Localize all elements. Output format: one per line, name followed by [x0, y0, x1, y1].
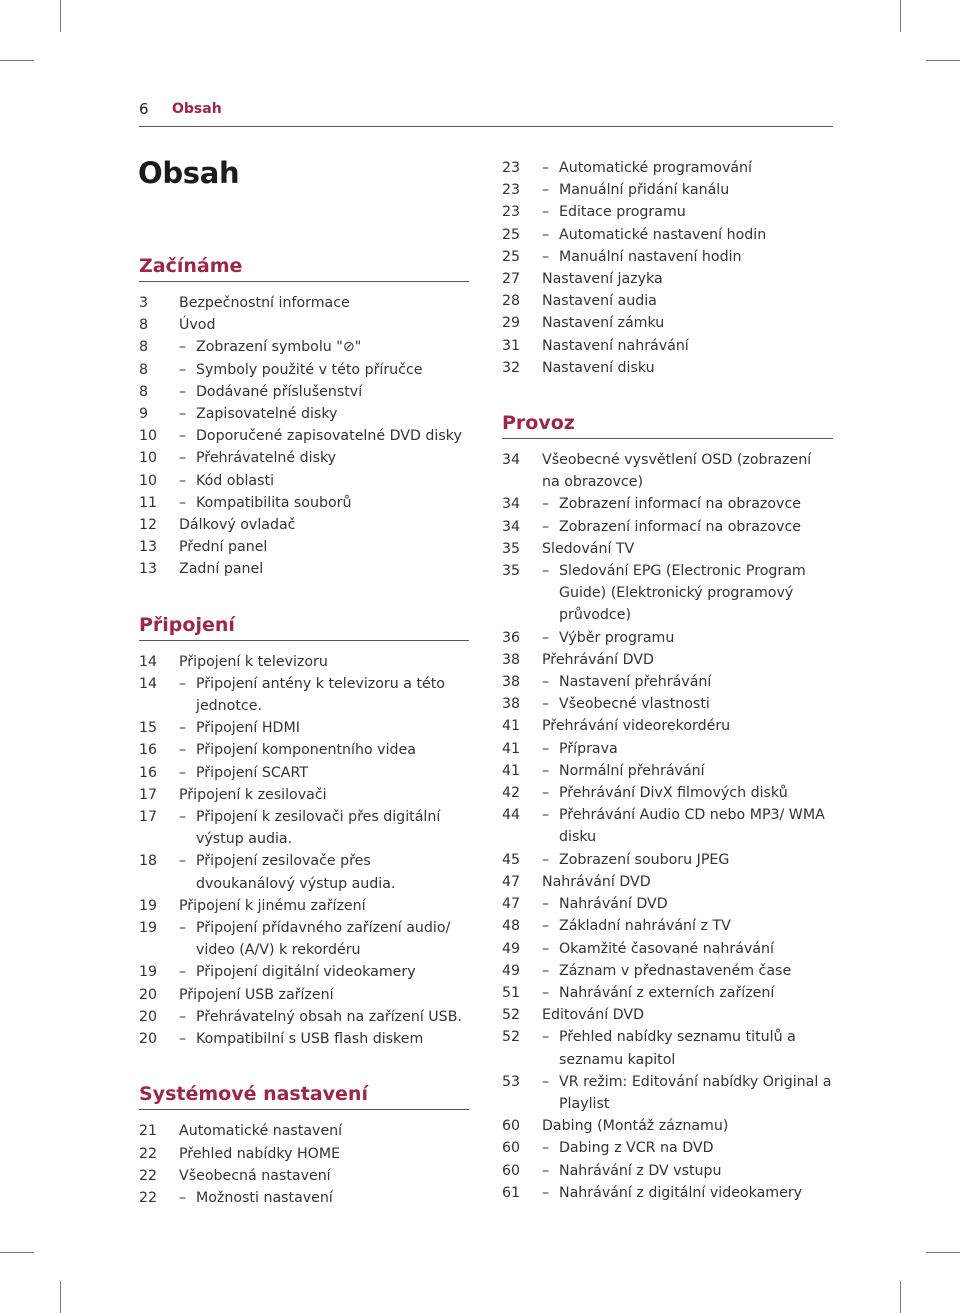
page-header: [139, 100, 833, 127]
toc-entry-title: Všeobecná nastavení: [179, 1167, 331, 1184]
toc-entry-title: – Příprava: [542, 738, 832, 760]
toc-list: [502, 449, 832, 1204]
toc-page-number: 16: [139, 742, 158, 759]
toc-entry-title: – Kompatibilita souborů: [179, 492, 469, 514]
toc-subentry[interactable]: [502, 201, 832, 223]
toc-subentry[interactable]: [139, 1006, 469, 1028]
toc-page-number: 35: [502, 540, 521, 557]
section-heading-systemove-nastaveni: Systémové nastavení: [139, 1082, 469, 1110]
toc-page-number: 14: [139, 675, 158, 692]
toc-page-number: 61: [502, 1184, 521, 1201]
toc-list: [139, 1120, 469, 1209]
toc-subentry[interactable]: [502, 157, 832, 179]
toc-page-number: 38: [502, 696, 521, 713]
toc-page-number: 42: [502, 785, 521, 802]
toc-entry-title: Připojení k jinému zařízení: [179, 897, 366, 914]
toc-subentry[interactable]: [139, 403, 469, 425]
toc-page-number: 45: [502, 851, 521, 868]
toc-entry-title: – VR režim: Editování nabídky Original a Playlist: [542, 1071, 832, 1115]
section-heading-provoz: Provoz: [502, 411, 833, 439]
toc-subentry[interactable]: [139, 470, 469, 492]
toc-page-number: 25: [502, 226, 521, 243]
toc-subentry[interactable]: [502, 1026, 832, 1070]
toc-page-number: 21: [139, 1123, 158, 1140]
toc-page-number: 8: [139, 339, 149, 356]
toc-list: [139, 651, 469, 1051]
toc-page-number: 34: [502, 496, 521, 513]
toc-page-number: 38: [502, 674, 521, 691]
toc-subentry[interactable]: [139, 739, 469, 761]
toc-entry-title: – Manuální nastavení hodin: [542, 246, 832, 268]
toc-page-number: 9: [139, 406, 149, 423]
toc-page-number: 41: [502, 718, 521, 735]
toc-entry-title: – Nastavení přehrávání: [542, 671, 832, 693]
toc-page-number: 13: [139, 539, 158, 556]
toc-entry-title: Automatické nastavení: [179, 1123, 343, 1140]
toc-entry[interactable]: [139, 1165, 469, 1187]
toc-page-number: 25: [502, 248, 521, 265]
toc-subentry[interactable]: [502, 760, 832, 782]
toc-entry-title: Přehrávání DVD: [542, 651, 654, 668]
toc-subentry[interactable]: [502, 693, 832, 715]
toc-entry[interactable]: [139, 292, 469, 314]
toc-entry-title: – Nahrávání z digitální videokamery: [542, 1182, 832, 1204]
toc-entry[interactable]: [502, 649, 832, 671]
toc-entry[interactable]: [502, 268, 832, 290]
toc-page-number: 36: [502, 629, 521, 646]
section-spacer: [502, 379, 832, 411]
toc-entry-title: – Přehrávání DivX filmových disků: [542, 782, 832, 804]
toc-entry-title: – Zobrazení souboru JPEG: [542, 849, 832, 871]
toc-entry-title: Nastavení zámku: [542, 315, 665, 332]
toc-subentry[interactable]: [502, 1137, 832, 1159]
toc-column-right: [502, 157, 832, 1204]
toc-entry[interactable]: [502, 312, 832, 334]
section-spacer: [139, 1050, 469, 1082]
section-heading-zaciname: Začínáme: [139, 254, 469, 282]
toc-subentry[interactable]: [502, 627, 832, 649]
toc-column-left: [139, 254, 469, 1209]
toc-entry[interactable]: [139, 314, 469, 336]
toc-subentry[interactable]: [502, 893, 832, 915]
toc-entry-title: – Nahrávání z externích zařízení: [542, 982, 832, 1004]
toc-subentry[interactable]: [502, 938, 832, 960]
toc-page-number: 47: [502, 896, 521, 913]
toc-subentry[interactable]: [502, 179, 832, 201]
toc-subentry[interactable]: [502, 246, 832, 268]
toc-entry[interactable]: [139, 1143, 469, 1165]
toc-entry-title: – Automatické programování: [542, 157, 832, 179]
toc-subentry[interactable]: [502, 1160, 832, 1182]
toc-subentry[interactable]: [502, 671, 832, 693]
toc-page-number: 22: [139, 1145, 158, 1162]
toc-subentry[interactable]: [502, 849, 832, 871]
toc-entry-title: Nastavení disku: [542, 359, 655, 376]
header-section-label: Obsah: [172, 101, 222, 117]
crop-mark-right-top: [926, 60, 960, 61]
toc-entry-title: – Připojení k zesilovači přes digitální výstup audia.: [179, 806, 469, 850]
toc-entry-title: – Okamžité časované nahrávání: [542, 938, 832, 960]
toc-entry-title: – Přehled nabídky seznamu titulů a seznamu kapitol: [542, 1026, 832, 1070]
toc-entry-title: – Zobrazení informací na obrazovce: [542, 493, 832, 515]
toc-subentry[interactable]: [502, 1071, 832, 1115]
toc-subentry[interactable]: [139, 425, 469, 447]
toc-page-number: 29: [502, 315, 521, 332]
toc-entry-title: – Nahrávání z DV vstupu: [542, 1160, 832, 1182]
toc-page-number: 10: [139, 428, 158, 445]
toc-subentry[interactable]: [502, 915, 832, 937]
toc-entry-title: – Připojení zesilovače přes dvoukanálový výstup audia.: [179, 850, 469, 894]
toc-entry-title: – Zobrazení informací na obrazovce: [542, 516, 832, 538]
toc-entry-title: – Symboly použité v této příručce: [179, 359, 469, 381]
toc-entry-title: – Připojení antény k televizoru a této jednotce.: [179, 673, 469, 717]
toc-page-number: 32: [502, 359, 521, 376]
toc-page-number: 41: [502, 762, 521, 779]
toc-subentry[interactable]: [139, 492, 469, 514]
toc-entry-title: – Možnosti nastavení: [179, 1187, 469, 1209]
toc-page-number: 3: [139, 295, 149, 311]
toc-subentry[interactable]: [139, 447, 469, 469]
toc-entry[interactable]: [502, 357, 832, 379]
toc-entry[interactable]: [502, 538, 832, 560]
toc-entry[interactable]: [502, 335, 832, 357]
toc-page-number: 28: [502, 293, 521, 310]
toc-page-number: 17: [139, 809, 158, 826]
toc-page-number: 14: [139, 653, 158, 670]
toc-entry[interactable]: [502, 871, 832, 893]
toc-page-number: 38: [502, 651, 521, 668]
toc-subentry[interactable]: [502, 516, 832, 538]
toc-list: [139, 292, 469, 581]
toc-entry-title: Zadní panel: [179, 561, 264, 578]
toc-entry-title: – Kompatibilní s USB flash diskem: [179, 1028, 469, 1050]
toc-entry-title: Editování DVD: [542, 1007, 644, 1024]
crop-mark-left-top: [0, 60, 34, 61]
toc-entry-title: Dálkový ovladač: [179, 517, 296, 534]
toc-page-number: 60: [502, 1162, 521, 1179]
toc-page-number: 17: [139, 786, 158, 803]
toc-page-number: 52: [502, 1029, 521, 1046]
toc-subentry[interactable]: [502, 224, 832, 246]
toc-page-number: 23: [502, 204, 521, 221]
toc-entry[interactable]: [502, 715, 832, 737]
toc-entry-title: – Manuální přidání kanálu: [542, 179, 832, 201]
toc-entry-title: – Normální přehrávání: [542, 760, 832, 782]
toc-entry-title: – Připojení komponentního videa: [179, 739, 469, 761]
toc-entry[interactable]: [139, 984, 469, 1006]
toc-subentry[interactable]: [139, 1028, 469, 1050]
toc-entry-title: Přední panel: [179, 539, 268, 556]
toc-entry[interactable]: [139, 895, 469, 917]
toc-entry-title: Všeobecné vysvětlení OSD (zobrazení na obrazovce): [542, 452, 812, 491]
toc-page-number: 34: [502, 518, 521, 535]
section-spacer: [139, 581, 469, 613]
toc-entry-title: Sledování TV: [542, 540, 635, 557]
toc-entry[interactable]: [139, 651, 469, 673]
toc-page-number: 31: [502, 337, 521, 354]
toc-page-number: 47: [502, 873, 521, 890]
toc-page-number: 60: [502, 1118, 521, 1135]
toc-subentry[interactable]: [139, 359, 469, 381]
toc-subentry[interactable]: [502, 804, 832, 848]
toc-page-number: 19: [139, 897, 158, 914]
toc-page-number: 13: [139, 561, 158, 578]
toc-subentry[interactable]: [502, 960, 832, 982]
toc-entry-title: – Všeobecné vlastnosti: [542, 693, 832, 715]
toc-page-number: 34: [502, 452, 521, 469]
toc-subentry[interactable]: [502, 560, 832, 627]
toc-subentry[interactable]: [139, 381, 469, 403]
toc-page-number: 27: [502, 271, 521, 288]
toc-page-number: 18: [139, 853, 158, 870]
toc-entry-title: – Záznam v přednastaveném čase: [542, 960, 832, 982]
toc-entry[interactable]: [502, 1004, 832, 1026]
toc-page-number: 49: [502, 940, 521, 957]
toc-subentry[interactable]: [139, 717, 469, 739]
toc-list: [502, 157, 832, 379]
crop-mark-bottom-left: [60, 1281, 61, 1313]
crop-mark-bottom-right: [900, 1281, 901, 1313]
toc-entry-title: Přehled nabídky HOME: [179, 1145, 341, 1162]
toc-page-number: 8: [139, 361, 149, 378]
toc-entry[interactable]: [139, 514, 469, 536]
crop-mark-right-bottom: [926, 1252, 960, 1253]
toc-entry-title: Připojení USB zařízení: [179, 986, 334, 1003]
toc-page-number: 15: [139, 720, 158, 737]
toc-page-number: 19: [139, 920, 158, 937]
toc-subentry[interactable]: [502, 982, 832, 1004]
toc-entry-title: Dabing (Montáž záznamu): [542, 1118, 729, 1135]
toc-page-number: 52: [502, 1007, 521, 1024]
toc-entry-title: – Připojení SCART: [179, 762, 469, 784]
toc-page-number: 10: [139, 472, 158, 489]
toc-entry-title: – Zapisovatelné disky: [179, 403, 469, 425]
toc-entry-title: – Přehrávatelné disky: [179, 447, 469, 469]
toc-entry[interactable]: [139, 558, 469, 580]
crop-mark-top-left: [60, 0, 61, 32]
toc-entry-title: – Zobrazení symbolu "⊘": [179, 336, 469, 358]
toc-entry[interactable]: [502, 1115, 832, 1137]
toc-entry[interactable]: [502, 449, 832, 493]
page-title: Obsah: [138, 156, 240, 190]
toc-entry-title: Přehrávání videorekordéru: [542, 718, 731, 735]
crop-mark-top-right: [900, 0, 901, 32]
toc-entry-title: – Základní nahrávání z TV: [542, 915, 832, 937]
section-heading-pripojeni: Připojení: [139, 613, 469, 641]
toc-page-number: 20: [139, 986, 158, 1003]
toc-entry-title: Nastavení nahrávání: [542, 337, 689, 354]
crop-mark-left-bottom: [0, 1252, 34, 1253]
toc-entry-title: – Připojení HDMI: [179, 717, 469, 739]
toc-subentry[interactable]: [139, 850, 469, 894]
toc-subentry[interactable]: [139, 961, 469, 983]
toc-entry-title: Úvod: [179, 317, 216, 334]
toc-page-number: 60: [502, 1140, 521, 1157]
toc-entry-title: – Nahrávání DVD: [542, 893, 832, 915]
toc-entry-title: Připojení k televizoru: [179, 653, 328, 670]
toc-entry-title: Nahrávání DVD: [542, 873, 651, 890]
toc-page-number: 19: [139, 964, 158, 981]
toc-page-number: 8: [139, 383, 149, 400]
toc-page-number: 23: [502, 182, 521, 199]
toc-page-number: 16: [139, 764, 158, 781]
toc-entry-title: – Připojení digitální videokamery: [179, 961, 469, 983]
toc-entry-title: Nastavení jazyka: [542, 271, 663, 288]
toc-entry-title: – Dabing z VCR na DVD: [542, 1137, 832, 1159]
toc-entry[interactable]: [139, 784, 469, 806]
toc-entry-title: – Automatické nastavení hodin: [542, 224, 832, 246]
toc-page-number: 48: [502, 918, 521, 935]
toc-entry[interactable]: [502, 290, 832, 312]
toc-subentry[interactable]: [139, 806, 469, 850]
toc-page-number: 22: [139, 1189, 158, 1206]
toc-page-number: 51: [502, 984, 521, 1001]
toc-page-number: 20: [139, 1031, 158, 1048]
toc-subentry[interactable]: [139, 762, 469, 784]
toc-entry-title: Bezpečnostní informace: [179, 295, 350, 311]
toc-page-number: 11: [139, 494, 158, 511]
toc-subentry[interactable]: [139, 917, 469, 961]
toc-subentry[interactable]: [139, 336, 469, 358]
toc-entry-title: – Kód oblasti: [179, 470, 469, 492]
toc-entry[interactable]: [139, 536, 469, 558]
toc-subentry[interactable]: [502, 738, 832, 760]
toc-page-number: 44: [502, 807, 521, 824]
toc-page-number: 8: [139, 317, 149, 334]
toc-entry-title: – Přehrávání Audio CD nebo MP3/ WMA disku: [542, 804, 832, 848]
toc-page-number: 41: [502, 740, 521, 757]
toc-page-number: 35: [502, 563, 521, 580]
toc-entry-title: – Výběr programu: [542, 627, 832, 649]
toc-subentry[interactable]: [139, 1187, 469, 1209]
toc-page-number: 20: [139, 1008, 158, 1025]
toc-page-number: 23: [502, 160, 521, 176]
toc-entry-title: Nastavení audia: [542, 293, 657, 310]
toc-entry-title: – Připojení přídavného zařízení audio/ video (A/V) k rekordéru: [179, 917, 469, 961]
toc-subentry[interactable]: [502, 493, 832, 515]
toc-entry-title: – Doporučené zapisovatelné DVD disky: [179, 425, 469, 447]
toc-subentry[interactable]: [502, 1182, 832, 1204]
toc-subentry[interactable]: [502, 782, 832, 804]
toc-entry-title: – Dodávané příslušenství: [179, 381, 469, 403]
toc-entry[interactable]: [139, 1120, 469, 1142]
toc-entry-title: – Sledování EPG (Electronic Program Guide) (Elektronický programový průvodce): [542, 560, 832, 627]
page-number: 6: [139, 100, 149, 118]
toc-page-number: 22: [139, 1167, 158, 1184]
toc-entry-title: Připojení k zesilovači: [179, 786, 327, 803]
toc-entry-title: – Přehrávatelný obsah na zařízení USB.: [179, 1006, 469, 1028]
toc-entry-title: – Editace programu: [542, 201, 832, 223]
toc-page-number: 12: [139, 517, 158, 534]
toc-page-number: 10: [139, 450, 158, 467]
toc-page-number: 49: [502, 962, 521, 979]
toc-page-number: 53: [502, 1073, 521, 1090]
toc-subentry[interactable]: [139, 673, 469, 717]
